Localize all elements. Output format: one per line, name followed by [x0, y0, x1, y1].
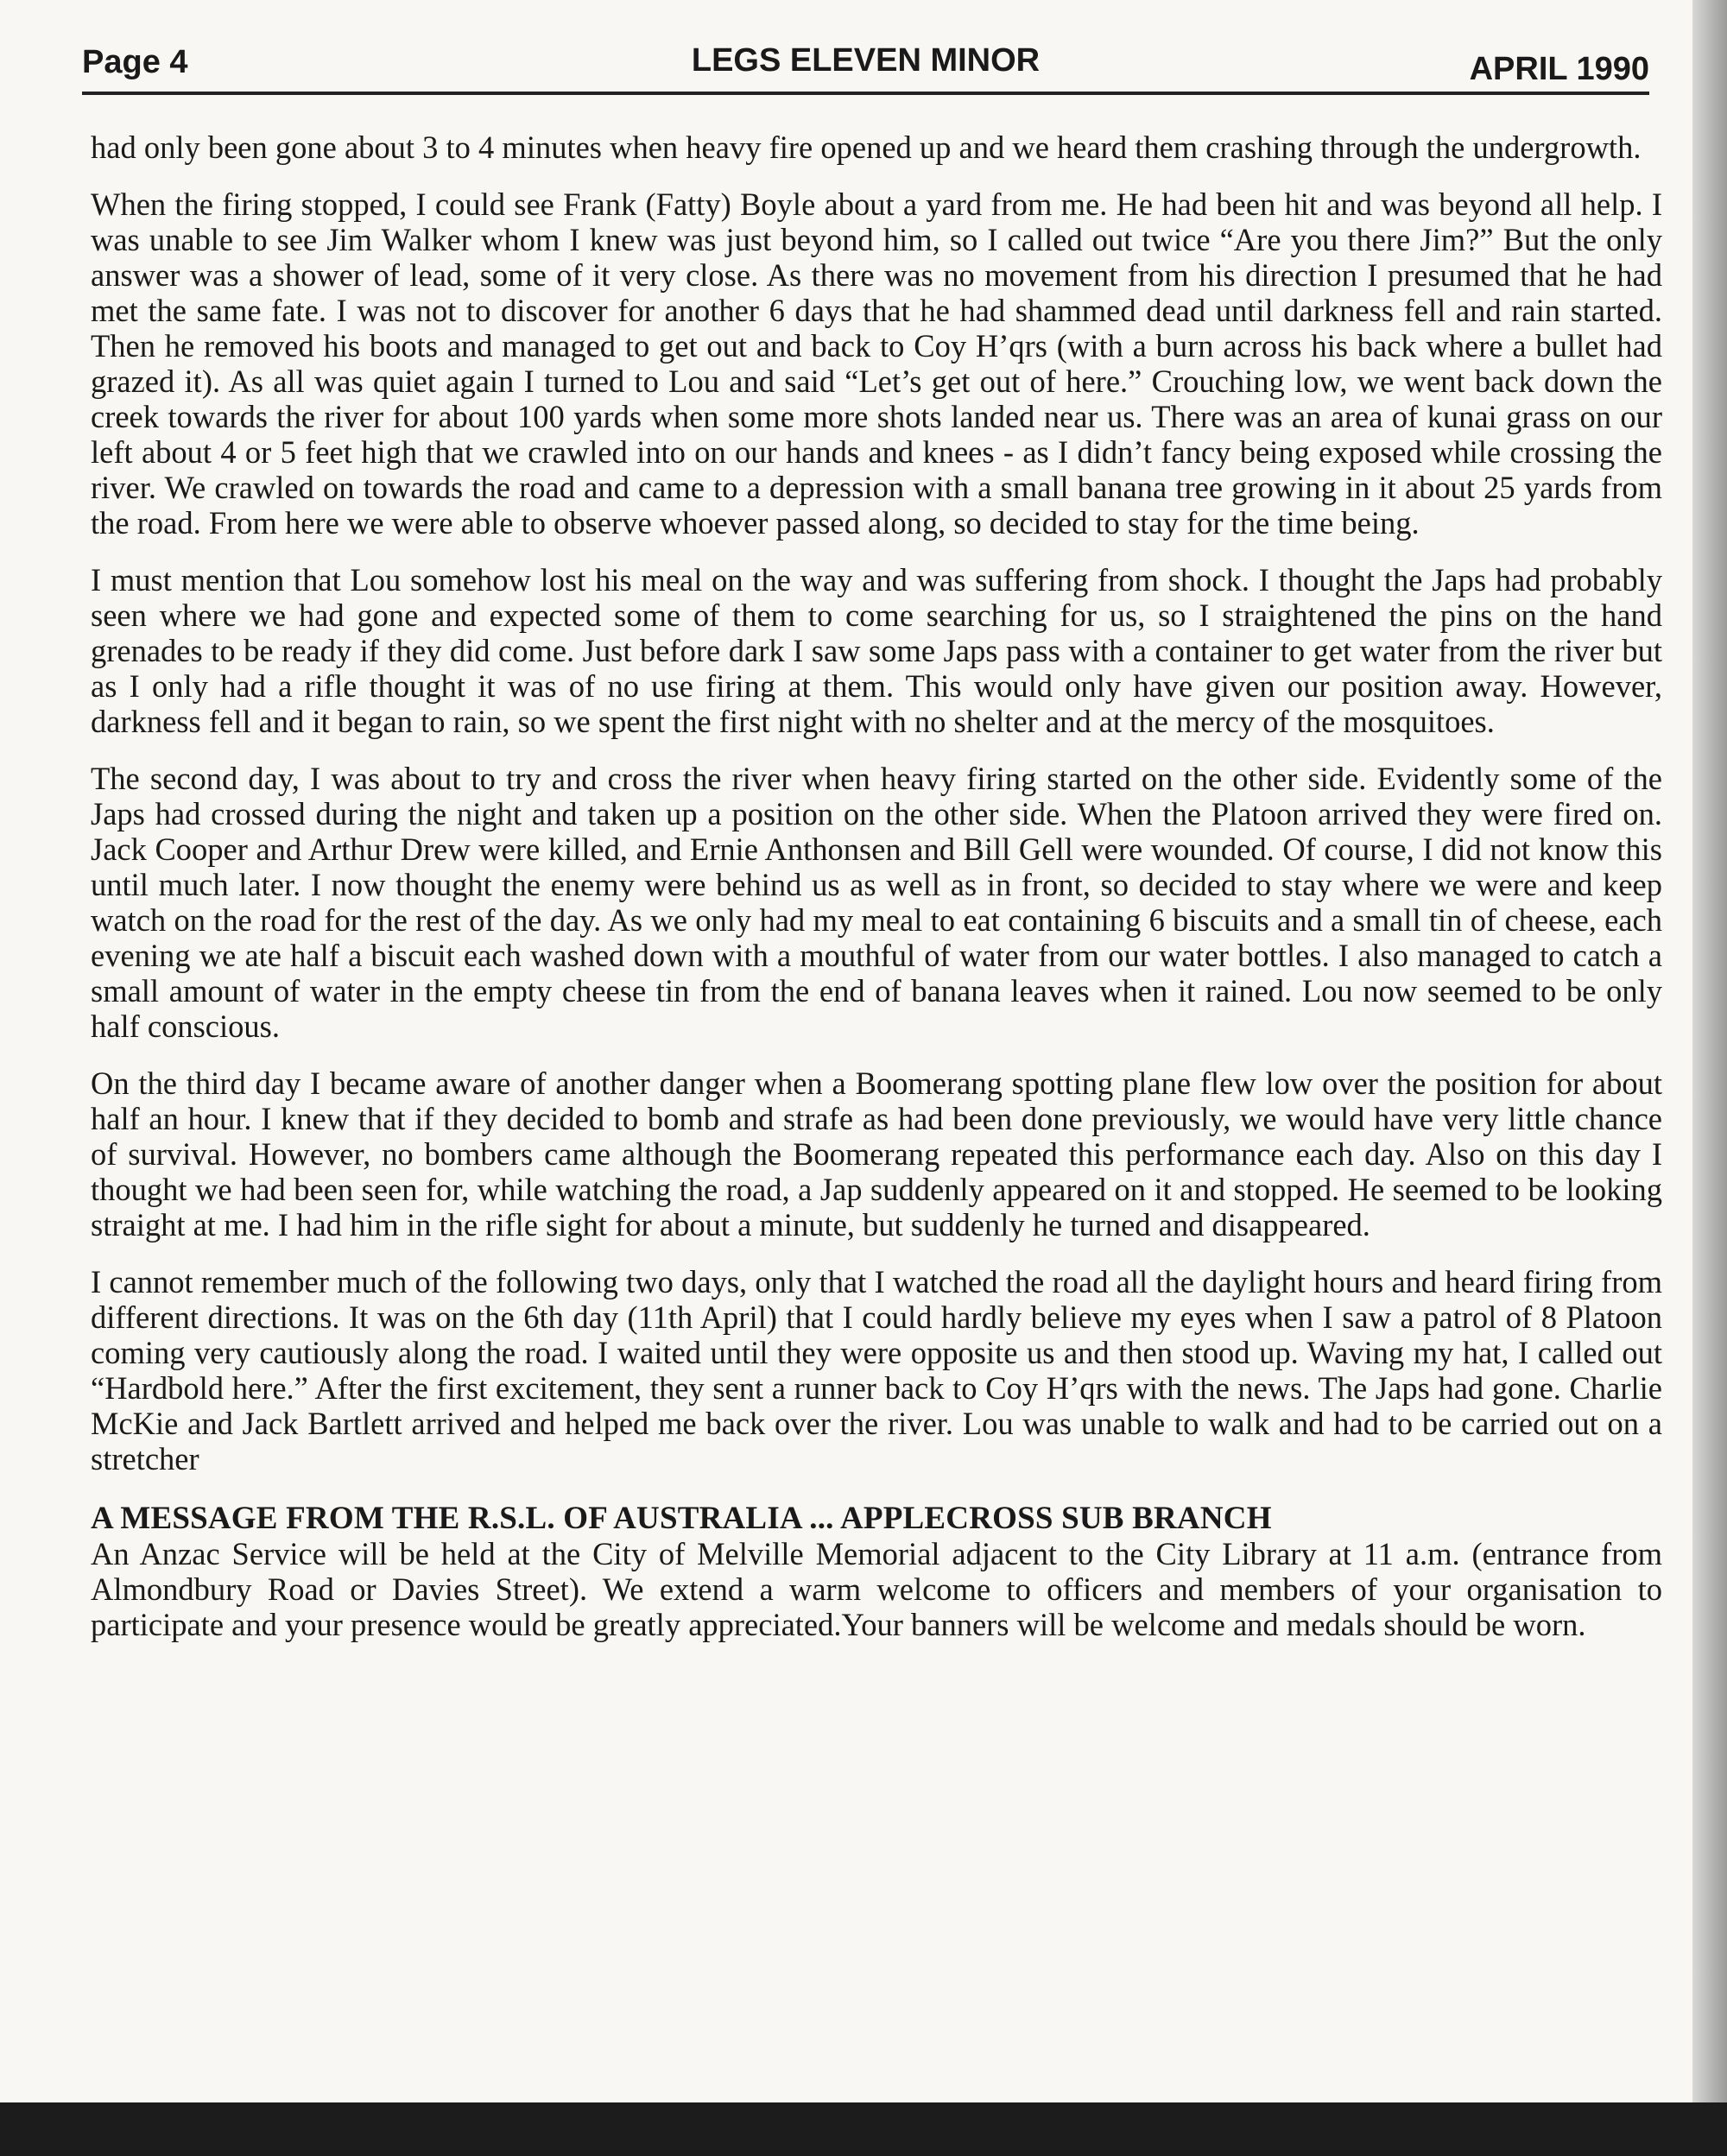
issue-date: APRIL 1990 [1469, 51, 1649, 87]
page-number: Page 4 [82, 44, 188, 80]
scan-edge [1692, 0, 1727, 2156]
notice-body: An Anzac Service will be held at the City of Melville Memorial adjacent to the City Library at 11 a.m. (entrance from Almondbury Road or Davies Street). We extend a warm welcome to officers and members of your organisation to participate and your presence would be greatly appreciated.Your banners will be welcome and medals should be worn. [91, 1536, 1662, 1642]
paragraph-3: I must mention that Lou somehow lost his meal on the way and was suffering from shock. I thought the Japs had probably seen where we had gone and expected some of them to come searching for us, so I straightened the pins on the hand grenades to be ready if they did come. Just before dark I saw some Japs pass with a container to get water from the river but as I only had a rifle thought it was of no use firing at them. This would only have given our position away. However, darkness fell and it began to rain, so we spent the first night with no shelter and at the mercy of the mosquitoes. [91, 562, 1662, 739]
paragraph-6: I cannot remember much of the following two days, only that I watched the road all the daylight hours and heard firing from different directions. It was on the 6th day (11th April) that I could hardly believe my eyes when I saw a patrol of 8 Platoon coming very cautiously along the road. I waited until they were opposite us and then stood up. Waving my hat, I called out “Hardbold here.” After the first excitement, they sent a runner back to Coy H’qrs with the news. The Japs had gone. Charlie McKie and Jack Bartlett arrived and helped me back over the river. Lou was unable to walk and had to be carried out on a stretcher [91, 1264, 1662, 1476]
article-body [91, 130, 1662, 1664]
paragraph-5: On the third day I became aware of another danger when a Boomerang spotting plane flew low over the position for about half an hour. I knew that if they decided to bomb and strafe as had been done previously, we would have very little chance of survival. However, no bombers came although the Boomerang repeated this performance each day. Also on this day I thought we had been seen for, while watching the road, a Jap suddenly appeared on it and stopped. He seemed to be looking straight at me. I had him in the rifle sight for about a minute, but suddenly he turned and disappeared. [91, 1065, 1662, 1242]
scan-bottom-border [0, 2102, 1727, 2156]
publication-title: LEGS ELEVEN MINOR [691, 42, 1041, 79]
page-header [82, 35, 1649, 95]
paragraph-2: When the firing stopped, I could see Frank (Fatty) Boyle about a yard from me. He had been hit and was beyond all help. I was unable to see Jim Walker whom I knew was just beyond him, so I called out twice “Are you there Jim?” But the only answer was a shower of lead, some of it very close. As there was no movement from his direction I presumed that he had met the same fate. I was not to discover for another 6 days that he had shammed dead until darkness fell and rain started. Then he removed his boots and managed to get out and back to Coy H’qrs (with a burn across his back where a bullet had grazed it). As all was quiet again I turned to Lou and said “Let’s get out of here.” Crouching low, we went back down the creek towards the river for about 100 yards when some more shots landed near us. There was an area of kunai grass on our left about 4 or 5 feet high that we crawled into on our hands and knees - as I didn’t fancy being exposed while crossing the river. We crawled on towards the road and came to a depression with a small banana tree growing in it about 25 yards from the road. From here we were able to observe whoever passed along, so decided to stay for the time being. [91, 187, 1662, 541]
paragraph-1: had only been gone about 3 to 4 minutes when heavy fire opened up and we heard them crashing through the undergrowth. [91, 130, 1642, 165]
paragraph-4: The second day, I was about to try and cross the river when heavy firing started on the other side. Evidently some of the Japs had crossed during the night and taken up a position on the other side. When the Platoon arrived they were fired on. Jack Cooper and Arthur Drew were killed, and Ernie Anthonsen and Bill Gell were wounded. Of course, I did not know this until much later. I now thought the enemy were behind us as well as in front, so decided to stay where we were and keep watch on the road for the rest of the day. As we only had my meal to eat containing 6 biscuits and a small tin of cheese, each evening we ate half a biscuit each washed down with a mouthful of water from our water bottles. I also managed to catch a small amount of water in the empty cheese tin from the end of banana leaves when it rained. Lou now seemed to be only half conscious. [91, 761, 1662, 1044]
notice-title: A MESSAGE FROM THE R.S.L. OF AUSTRALIA ... APPLECROSS SUB BRANCH [91, 1501, 1272, 1536]
